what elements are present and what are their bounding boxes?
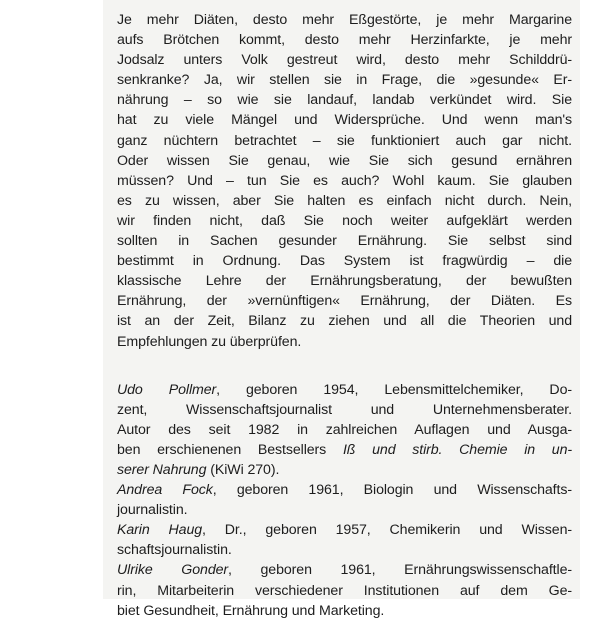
intro-line: aufs Brötchen kommt, desto mehr Herzinfarkte, je mehr [117, 32, 572, 49]
intro-paragraph [117, 10, 572, 352]
background-right-margin [580, 0, 600, 599]
intro-line: ist an der Zeit, Bilanz zu ziehen und all die Theorien und [117, 313, 572, 330]
intro-line: müssen? Und – tun Sie es auch? Wohl kaum. Sie glauben [117, 172, 572, 189]
author-name: Ulrike Gonder [117, 562, 229, 579]
intro-line: wir finden nicht, daß Sie noch weiter aufgeklärt werden [117, 212, 572, 229]
intro-line: Oder wissen Sie genau, wie Sie sich gesund ernähren [117, 152, 572, 169]
author-bio-line [117, 520, 572, 540]
author-bio-line: schaftsjournalistin. [117, 542, 232, 559]
author-bio-fock [117, 480, 572, 520]
author-bio-text: , geboren 1961, Ernährungswissenschaftle- [228, 562, 572, 579]
author-name: Udo Pollmer [117, 381, 217, 398]
paragraph-gap [117, 352, 572, 380]
intro-line: es zu wissen, aber Sie halten es einfach nicht durch. Nein, [117, 192, 572, 209]
author-bio-text: , geboren 1954, Lebensmittelchemiker, Do- [216, 381, 572, 398]
intro-line: nährung – so wie sie landauf, landab verkündet wird. Sie [117, 92, 572, 109]
author-bio-line [117, 560, 572, 580]
intro-line: senkranke? Ja, wir stellen sie in Frage, die »gesunde« Er- [117, 72, 572, 89]
author-bio-line: journalistin. [117, 502, 188, 519]
author-bio-line: zent, Wissenschaftsjournalist und Unternehmensberater. [117, 401, 572, 418]
author-bio-text: ben erschienenen Bestsellers [117, 441, 343, 458]
author-bio-line: Autor des seit 1982 in zahlreichen Auflagen und Ausga- [117, 421, 572, 438]
intro-line: Ernährung, der »vernünftigen« Ernährung, der Diäten. Es [117, 293, 572, 310]
author-bio-line: rin, Mitarbeiterin verschiedener Institutionen auf dem Ge- [117, 582, 572, 599]
intro-line: bestimmt in Ordnung. Das System ist fragwürdig – die [117, 253, 572, 270]
author-bio-line [117, 440, 572, 460]
author-bio-text: , geboren 1961, Biologin und Wissenschafts- [212, 482, 572, 499]
background-left-margin [0, 0, 103, 599]
author-bio-line: biet Gesundheit, Ernährung und Marketing. [117, 602, 385, 619]
author-bio-line [117, 460, 572, 480]
intro-line: sollten in Sachen gesunder Ernährung. Sie selbst sind [117, 233, 572, 250]
author-bio-line [117, 380, 572, 400]
intro-line: Empfehlungen zu überprüfen. [117, 333, 302, 350]
author-name: Karin Haug [117, 522, 203, 539]
intro-line: ganz nüchtern betrachtet – sie funktioniert auch gar nicht. [117, 132, 572, 149]
cover-text-block [117, 10, 572, 621]
author-bio-text: (KiWi 270). [206, 461, 280, 478]
author-bio-haug [117, 520, 572, 560]
author-bio-text: , Dr., geboren 1957, Chemikerin und Wissen- [202, 522, 572, 539]
book-title: Iß und stirb. Chemie in un- [342, 441, 573, 458]
intro-line: Je mehr Diäten, desto mehr Eßgestörte, je mehr Margarine [117, 12, 572, 28]
intro-line: Jodsalz unters Volk gestreut wird, desto mehr Schilddrü- [117, 52, 572, 69]
author-bio-pollmer [117, 380, 572, 480]
author-bio-line [117, 480, 572, 500]
book-title: serer Nahrung [117, 461, 207, 478]
author-name: Andrea Fock [117, 482, 213, 499]
author-bio-gonder [117, 560, 572, 620]
intro-line: klassische Lehre der Ernährungsberatung, der bewußten [117, 273, 572, 290]
intro-line: hat zu viele Mängel und Widersprüche. Und wenn man's [117, 112, 572, 129]
